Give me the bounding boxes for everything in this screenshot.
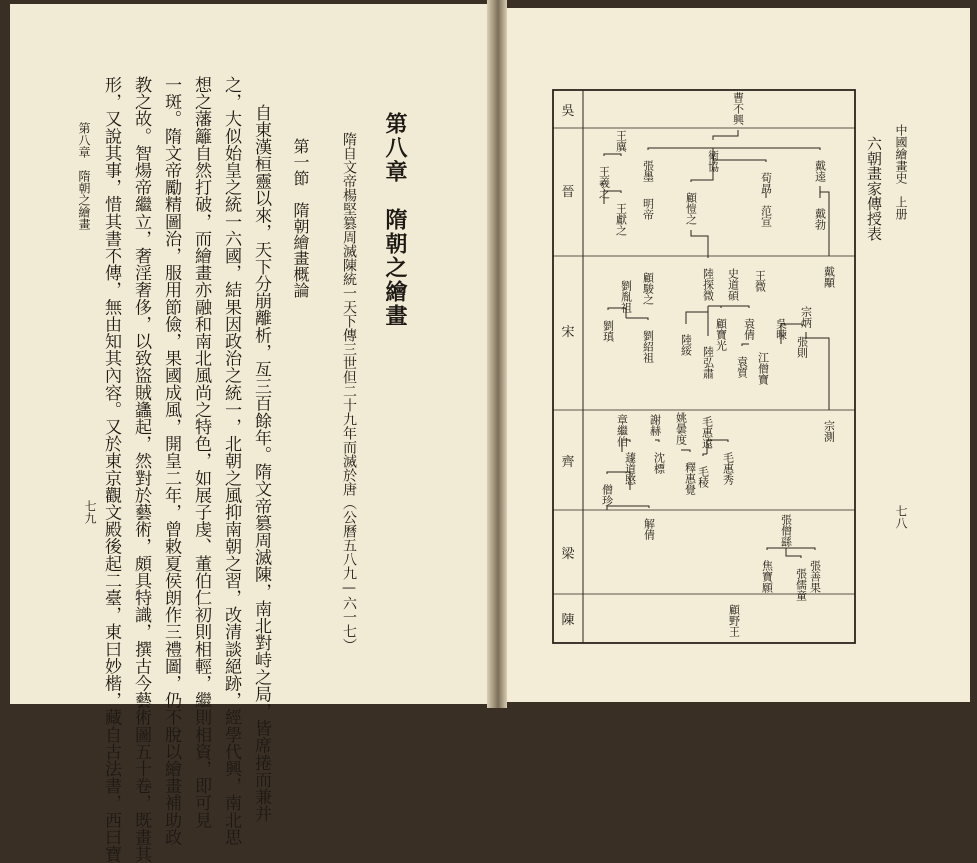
painter-name: 劉紹祖 (641, 330, 655, 363)
painter-name: 王微 (753, 270, 767, 292)
painter-name: 荀勗 (759, 172, 773, 194)
dynasty-row-label: 宋 (561, 325, 575, 340)
dynasty-row-label: 陳 (561, 613, 575, 628)
painter-name: 袁倩 (742, 318, 756, 340)
dynasty-row-label: 齊 (561, 455, 575, 470)
painter-name: 明帝 (641, 198, 655, 220)
painter-name: 宗炳 (799, 306, 813, 328)
body-column-1: 自東漢桓靈以來，天下分崩離析，亙三百餘年。隋文帝篡周滅陳，南北對峙之局，皆席捲而兼并 (251, 104, 272, 823)
painter-name: 范宣 (759, 205, 773, 227)
painter-name: 吳暕 (774, 318, 788, 340)
painter-name: 章繼伯 (615, 414, 629, 447)
painter-name: 毛惠遠 (700, 416, 714, 449)
painter-name: 顧駿之 (641, 272, 655, 305)
painter-name: 僧珍 (600, 484, 614, 506)
painter-name: 焦寶願 (760, 560, 774, 593)
lineage-connector (681, 450, 690, 452)
painter-name: 顧寶光 (714, 318, 728, 351)
lineage-connector (607, 506, 649, 510)
body-column-6: 形，又說其事，惜其書不傳，無由知其內容。又於東京觀文殿後起二臺，東曰妙楷，藏自古法書，西曰寶 (101, 76, 122, 863)
lineage-connector (626, 318, 648, 320)
painter-name: 陸探微 (701, 268, 715, 301)
chapter-title: 第八章 隋朝之繪畫 (382, 112, 408, 328)
painter-name: 蘧道愍 (623, 452, 637, 485)
painter-name: 沈標 (652, 452, 666, 474)
painter-name: 劉瑱 (601, 320, 615, 342)
left-running-head: 第八章 隋朝之繪畫 (77, 122, 91, 230)
body-column-5: 教之故。智煬帝繼立，奢淫奢侈，以致盜賊蠭起，然對於藝術，頗具特識，撰古今藝術圖五十卷，既畫其 (131, 76, 152, 863)
lineage-connector (713, 130, 738, 140)
painter-name: 張善果 (808, 560, 822, 593)
lineage-connector (604, 154, 621, 156)
painter-name: 戴勃 (813, 208, 827, 230)
painter-name: 宗測 (822, 420, 836, 442)
lineage-connector (742, 344, 749, 346)
lineage-connector (786, 548, 815, 552)
painter-name: 王羲之 (597, 166, 611, 199)
body-column-3: 想之藩籬自然打破，而繪畫亦融和南北風尚之特色，如展子虔、董伯仁初則相輕，繼則相資，即可見 (191, 76, 212, 829)
lineage-connector (686, 306, 708, 324)
painter-name: 江僧寶 (756, 352, 770, 385)
lineage-connector (708, 306, 749, 308)
chart-title: 六朝畫家傳授表 (865, 136, 883, 241)
painter-name: 王廙 (614, 130, 628, 152)
lineage-connector (648, 148, 713, 176)
painter-name: 張儒童 (794, 568, 808, 601)
painter-name: 顧野王 (727, 604, 741, 637)
painter-name: 戴顒 (822, 266, 836, 288)
chapter-note: 隋自文帝楊堅篡周滅陳統一天下傳三世但二十九年而滅於唐（公曆五八九—六一七） (341, 132, 357, 652)
painter-name: 陸弘肅 (701, 346, 715, 379)
section-title: 第一節 隋朝繪畫概論 (291, 138, 310, 298)
lineage-connector (767, 548, 786, 552)
lineage-connector (691, 176, 713, 182)
painter-name: 謝赫 (648, 414, 662, 436)
body-column-4: 一斑。隋文帝勵精圖治，服用節儉，果國成風，開皇二年，曾敕夏侯朗作三禮圖，仍不脫以繪畫補助政 (161, 76, 182, 846)
body-column-2: 之，大似始皇之統一六國，結果因政治之統一，北朝之風抑南朝之習，改清談絕跡，經學代興，南北思 (221, 76, 242, 846)
painter-name: 姚曇度 (674, 412, 688, 445)
painter-name: 釋惠覺 (683, 462, 697, 495)
painter-name: 毛稜 (696, 466, 710, 488)
right-running-head: 中國繪畫史 上册 (894, 124, 908, 220)
lineage-connector (703, 454, 707, 456)
painter-name: 劉胤祖 (619, 280, 633, 313)
dynasty-row-label: 吳 (561, 104, 575, 119)
dynasty-row-label: 晉 (561, 185, 575, 200)
painter-name: 陸綏 (679, 334, 693, 356)
painter-name: 顧愷之 (684, 192, 698, 225)
painter-name: 史道碩 (726, 268, 740, 301)
painter-name: 曹不興 (731, 92, 745, 125)
chart-labels (561, 91, 835, 637)
dynasty-row-label: 梁 (561, 547, 575, 562)
painter-name: 毛惠秀 (721, 452, 735, 485)
lineage-connector (786, 552, 801, 558)
painter-name: 張僧繇 (779, 514, 793, 547)
painter-name: 戴逵 (813, 160, 827, 182)
painter-name: 解倩 (642, 518, 656, 540)
lineage-connector (806, 332, 829, 410)
painter-name: 王獻之 (614, 203, 628, 236)
left-page-number: 七九 (83, 500, 97, 524)
painter-name: 袁質 (735, 356, 749, 378)
lineage-connector (655, 440, 659, 442)
right-page-number: 七八 (894, 505, 908, 529)
painter-name: 張墨 (641, 160, 655, 182)
lineage-connector (691, 230, 708, 258)
painter-name: 張則 (795, 336, 809, 358)
painter-name: 衛協 (706, 150, 720, 172)
lineage-connector (713, 160, 766, 176)
